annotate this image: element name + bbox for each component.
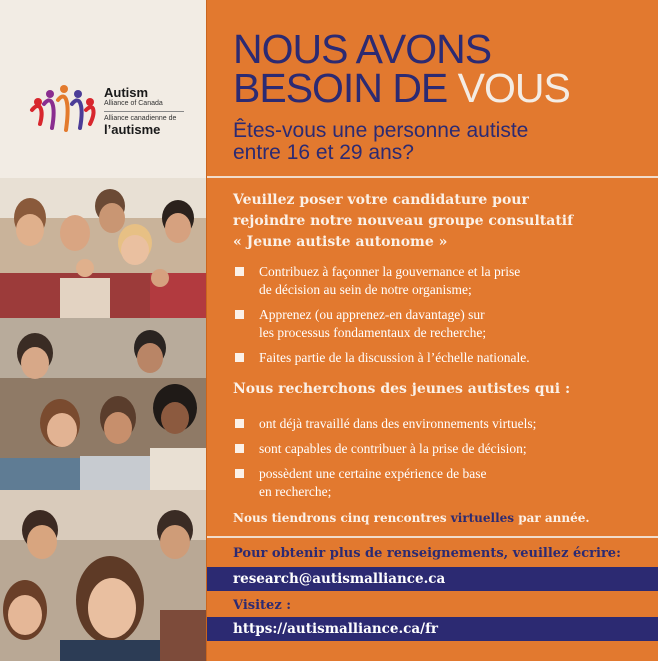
list-item-line-1: sont capables de contribuer à la prise de décision; [259, 441, 527, 456]
meetings-emphasis: virtuelles [450, 511, 515, 525]
list-item [233, 306, 643, 342]
list-item-line-1: Contribuez à façonner la gouvernance et la prise [259, 264, 521, 279]
visit-label: Visitez : [233, 598, 292, 613]
square-bullet-icon [235, 444, 244, 453]
list-item [233, 349, 643, 367]
list-item-line-2: les processus fondamentaux de recherche; [259, 325, 487, 340]
headline-accent: VOUS [457, 65, 570, 111]
headline-line-1: NOUS AVONS [233, 26, 492, 72]
question-line-2: entre 16 et 29 ans? [233, 141, 414, 164]
list-item [233, 415, 643, 433]
requirements-list [233, 415, 643, 508]
autism-alliance-logo-icon [26, 80, 98, 138]
logo-text [104, 86, 199, 137]
bottom-rule [207, 536, 658, 538]
question-line-1: Êtes-vous une personne autiste [233, 119, 529, 142]
list-item-line-1: ont déjà travaillé dans des environnements virtuels; [259, 416, 537, 431]
eligibility-question [233, 120, 528, 164]
logo-sub-en: Alliance of Canada [104, 100, 163, 107]
list-item-line-2: en recherche; [259, 484, 332, 499]
square-bullet-icon [235, 419, 244, 428]
logo-sub-fr: Alliance canadienne de [104, 115, 177, 122]
intro-text [233, 190, 643, 253]
email-bar [207, 567, 658, 591]
benefits-list [233, 263, 643, 374]
square-bullet-icon [235, 267, 244, 276]
logo-name-en: Autism [104, 85, 149, 100]
meetings-after: par année. [514, 511, 590, 525]
list-item [233, 263, 643, 299]
website-link[interactable]: https://autismalliance.ca/fr [233, 621, 439, 637]
list-item-line-2: de décision au sein de notre organisme; [259, 282, 472, 297]
photo-youth-thumbs-up [0, 178, 206, 318]
headline-line-2 [233, 65, 570, 111]
list-item [233, 440, 643, 458]
photo-friends-selfie [0, 490, 206, 661]
info-label: Pour obtenir plus de renseignements, veuillez écrire: [233, 546, 621, 561]
content-panel [207, 0, 658, 661]
meetings-note [233, 509, 590, 527]
square-bullet-icon [235, 353, 244, 362]
list-item-line-1: Faites partie de la discussion à l’échelle nationale. [259, 350, 530, 365]
email-link[interactable]: research@autismalliance.ca [233, 571, 446, 587]
meetings-before: Nous tiendrons cinq rencontres [233, 511, 451, 525]
logo-divider [104, 111, 184, 112]
headline-line-2-main: BESOIN DE [233, 65, 458, 111]
intro-line-1: Veuillez poser votre candidature pour [233, 192, 529, 208]
photo-group-laptop [0, 318, 206, 490]
list-item-line-1: Apprenez (ou apprenez-en davantage) sur [259, 307, 485, 322]
intro-line-3: « Jeune autiste autonome » [233, 234, 448, 250]
list-item [233, 465, 643, 501]
intro-line-2: rejoindre notre nouveau groupe consultatif [233, 213, 574, 229]
square-bullet-icon [235, 469, 244, 478]
requirements-heading: Nous recherchons des jeunes autistes qui : [233, 381, 571, 397]
url-bar [207, 617, 658, 641]
square-bullet-icon [235, 310, 244, 319]
headline [233, 26, 570, 111]
top-rule [207, 176, 658, 178]
list-item-line-1: possèdent une certaine expérience de base [259, 466, 487, 481]
logo-panel [0, 0, 206, 178]
logo-name-fr: l’autisme [104, 122, 161, 137]
